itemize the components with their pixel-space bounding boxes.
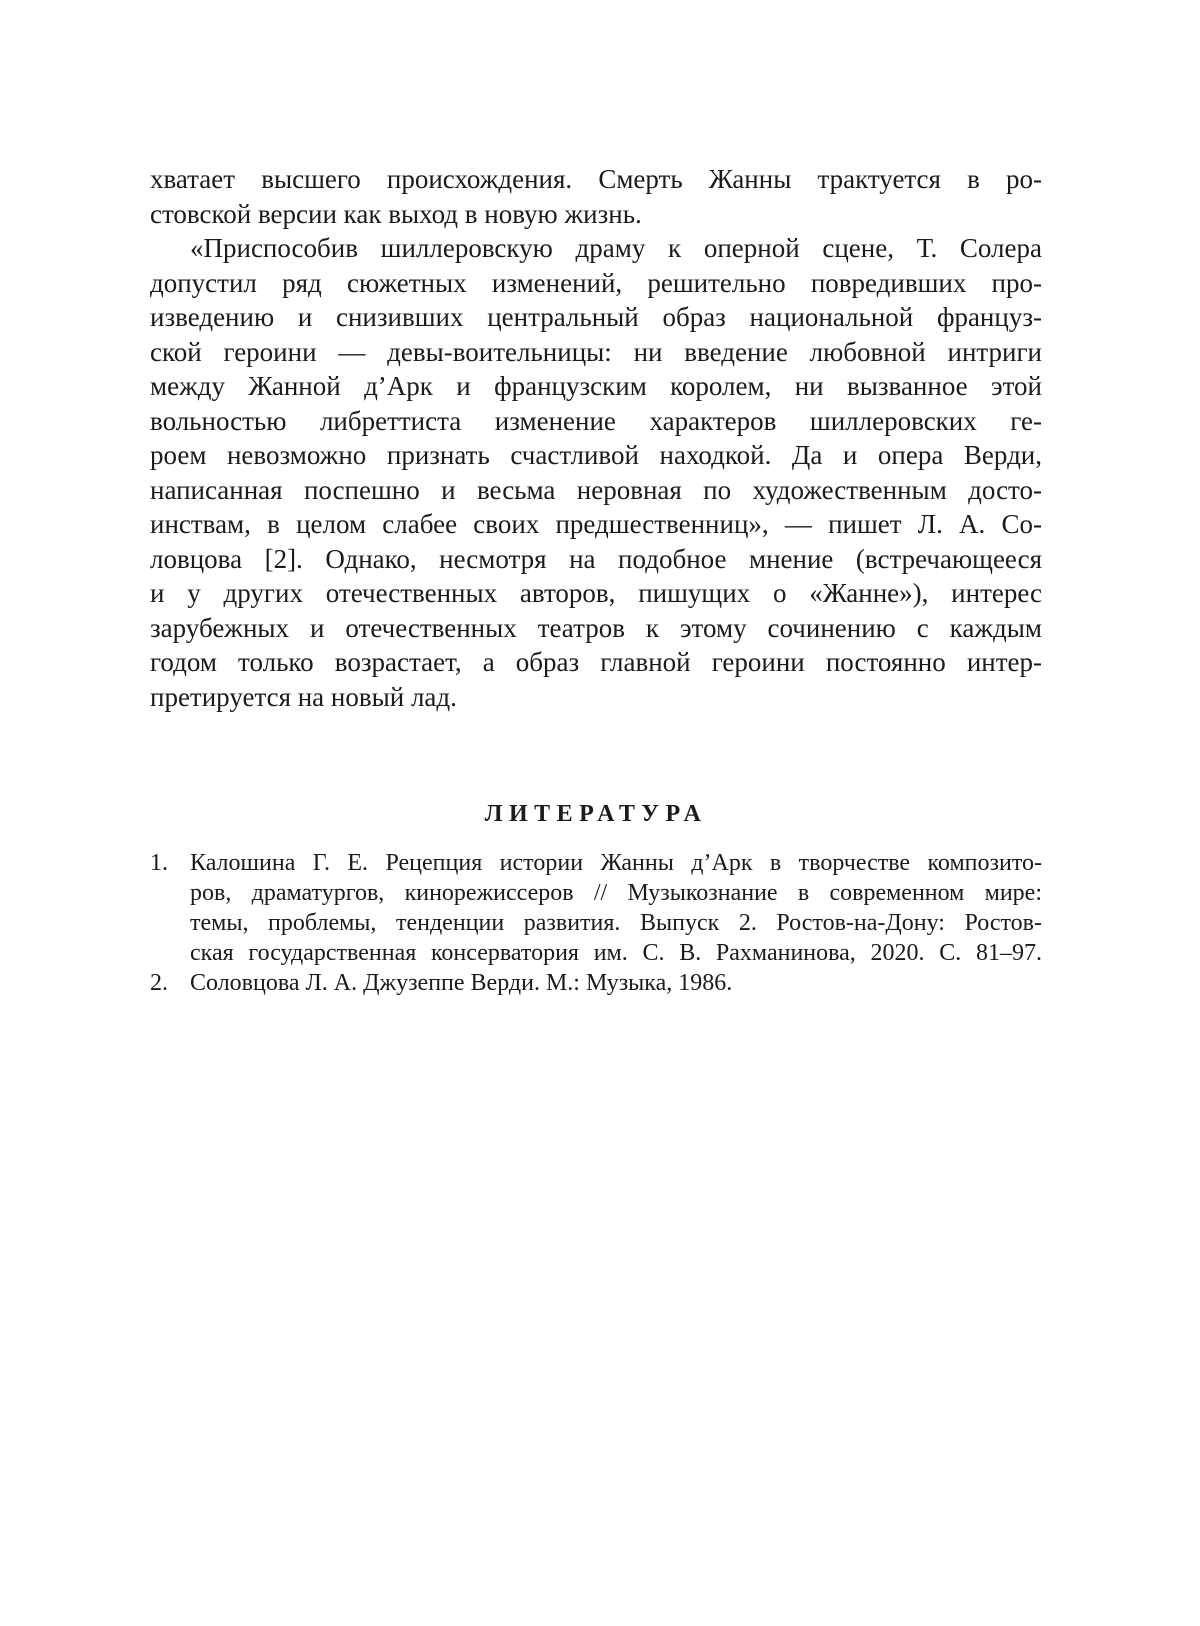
reference-list <box>150 848 1042 998</box>
reference-line: ская государственная консерватория им. С. В. Рахманинова, 2020. С. 81–97. <box>190 940 1042 966</box>
body-line: вольностью либреттиста изменение характеров шиллеровских ге- <box>150 405 1042 436</box>
reference-number: 1. <box>150 850 168 876</box>
body-line: написанная поспешно и весьма неровная по художественным досто- <box>150 474 1042 505</box>
body-line: претируется на новый лад. <box>150 681 457 712</box>
body-line: между Жанной д’Арк и французским королем, ни вызванное этой <box>150 371 1042 401</box>
body-line: хватает высшего происхождения. Смерть Жанны трактуется в ро- <box>150 164 1042 194</box>
body-line: инствам, в целом слабее своих предшественниц», — пишет Л. А. Со- <box>150 509 1042 539</box>
reference-line: темы, проблемы, тенденции развития. Выпуск 2. Ростов-на-Дону: Ростов- <box>190 910 1042 936</box>
reference-item <box>150 848 1042 968</box>
body-line: и у других отечественных авторов, пишущих о «Жанне»), интерес <box>150 578 1042 608</box>
body-line: допустил ряд сюжетных изменений, решительно повредивших про- <box>150 267 1042 298</box>
reference-line: Соловцова Л. А. Джузеппе Верди. М.: Музыка, 1986. <box>190 970 733 996</box>
body-text <box>150 162 1042 998</box>
body-line: зарубежных и отечественных театров к этому сочинению с каждым <box>150 612 1042 643</box>
reference-line: ров, драматургов, кинорежиссеров // Музыкознание в современном мире: <box>190 880 1042 906</box>
body-line: годом только возрастает, а образ главной героини постоянно интер- <box>150 647 1042 677</box>
literature-heading: ЛИТЕРАТУРА <box>484 801 708 827</box>
body-line: стовской версии как выход в новую жизнь. <box>150 198 642 229</box>
reference-line: Калошина Г. Е. Рецепция истории Жанны д’Арк в творчестве композито- <box>190 850 1042 876</box>
body-line: изведению и снизивших центральный образ национальной француз- <box>150 302 1042 332</box>
body-line: роем невозможно признать счастливой находкой. Да и опера Верди, <box>150 440 1042 470</box>
body-line: «Приспособив шиллеровскую драму к оперной сцене, Т. Солера <box>190 233 1042 263</box>
body-line: ловцова [2]. Однако, несмотря на подобное мнение (встречающееся <box>150 543 1042 574</box>
reference-number: 2. <box>150 970 168 996</box>
body-line: ской героини — девы-воительницы: ни введение любовной интриги <box>150 336 1042 367</box>
reference-item <box>150 968 1042 998</box>
